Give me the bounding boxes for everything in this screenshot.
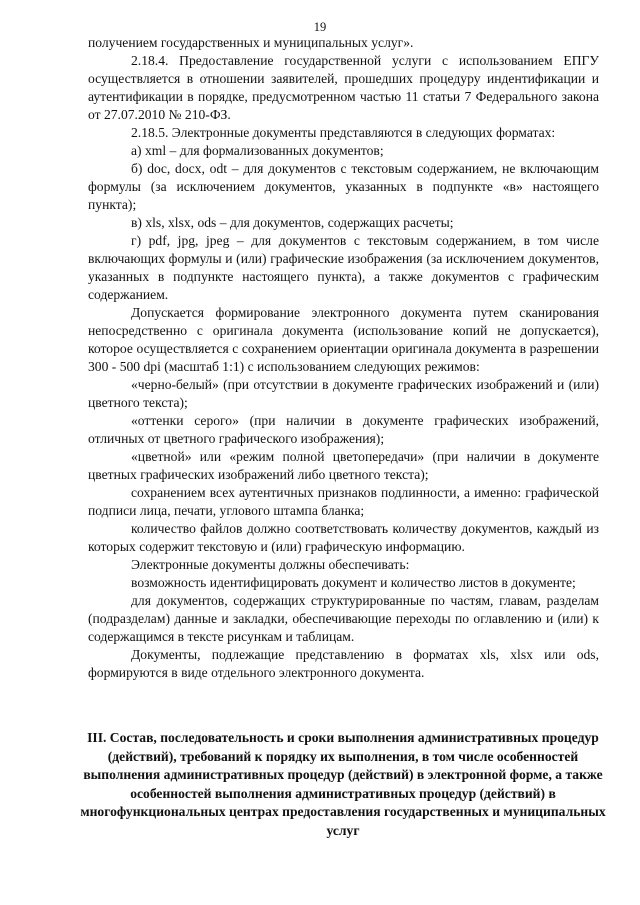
paragraph-continuation: получением государственных и муниципальных услуг». <box>88 35 414 50</box>
list-item-v: в) xls, xlsx, ods – для документов, содержащих расчеты; <box>131 215 454 230</box>
list-item-b: б) doc, docx, odt – для документов с текстовым содержанием, не включающим формулы (за исключением документов, указанных в подпункте «в» настоящего пункта); <box>88 161 599 212</box>
mode-black-white: «черно-белый» (при отсутствии в документе графических изображений и (или) цветного текста); <box>88 377 599 410</box>
requirement-structure: для документов, содержащих структурированные по частям, главам, разделам (подразделам) данные и закладки, обеспечивающие переходы по оглавлению и (или) к содержащимся в тексте рисункам и таблицам. <box>88 593 599 644</box>
document-body <box>88 34 599 682</box>
paragraph-authenticity: сохранением всех аутентичных признаков подлинности, а именно: графической подписи лица, печати, углового штампа бланка; <box>88 485 599 518</box>
list-item-g: г) pdf, jpg, jpeg – для документов с текстовым содержанием, в том числе включающих формулы и (или) графические изображения (за исключением документов, указанных в подпункте настоящего пункта), а также документов с графическим содержанием. <box>88 233 599 302</box>
section-heading: III. Состав, последовательность и сроки выполнения административных процедур (действий), требований к порядку их выполнения, в том числе особенностей выполнения административных процедур (действий) в электронной форме, а также особенностей выполнения административных процедур (действий) в многофункциональных центрах предоставления государственных и муниципальных услуг <box>80 730 606 838</box>
mode-color: «цветной» или «режим полной цветопередачи» (при наличии в документе цветных графических изображений либо цветного текста); <box>88 449 599 482</box>
requirement-identify: возможность идентифицировать документ и количество листов в документе; <box>131 575 576 590</box>
page-number: 19 <box>313 20 327 34</box>
paragraph-requirements: Электронные документы должны обеспечивать: <box>131 557 410 572</box>
paragraph-2-18-5: 2.18.5. Электронные документы представляются в следующих форматах: <box>131 125 556 140</box>
paragraph-scanning: Допускается формирование электронного документа путем сканирования непосредственно с оригинала документа (использование копий не допускается), которое осуществляется с сохранением ориентации оригинала документа в разрешении 300 - 500 dpi (масштаб 1:1) с использованием следующих режимов: <box>88 305 599 374</box>
paragraph-file-count: количество файлов должно соответствовать количеству документов, каждый из которых содержит текстовую и (или) графическую информацию. <box>88 521 599 554</box>
mode-grayscale: «оттенки серого» (при наличии в документе графических изображений, отличных от цветного графического изображения); <box>88 413 599 446</box>
list-item-a: а) xml – для формализованных документов; <box>131 143 384 158</box>
paragraph-2-18-4: 2.18.4. Предоставление государственной услуги с использованием ЕПГУ осуществляется в отношении заявителей, прошедших процедуру индентификации и аутентификации в порядке, предусмотренном частью 11 статьи 7 Федерального закона от 27.07.2010 № 210-ФЗ. <box>88 53 599 122</box>
paragraph-spreadsheets: Документы, подлежащие представлению в форматах xls, xlsx или ods, формируются в виде отдельного электронного документа. <box>88 647 599 680</box>
